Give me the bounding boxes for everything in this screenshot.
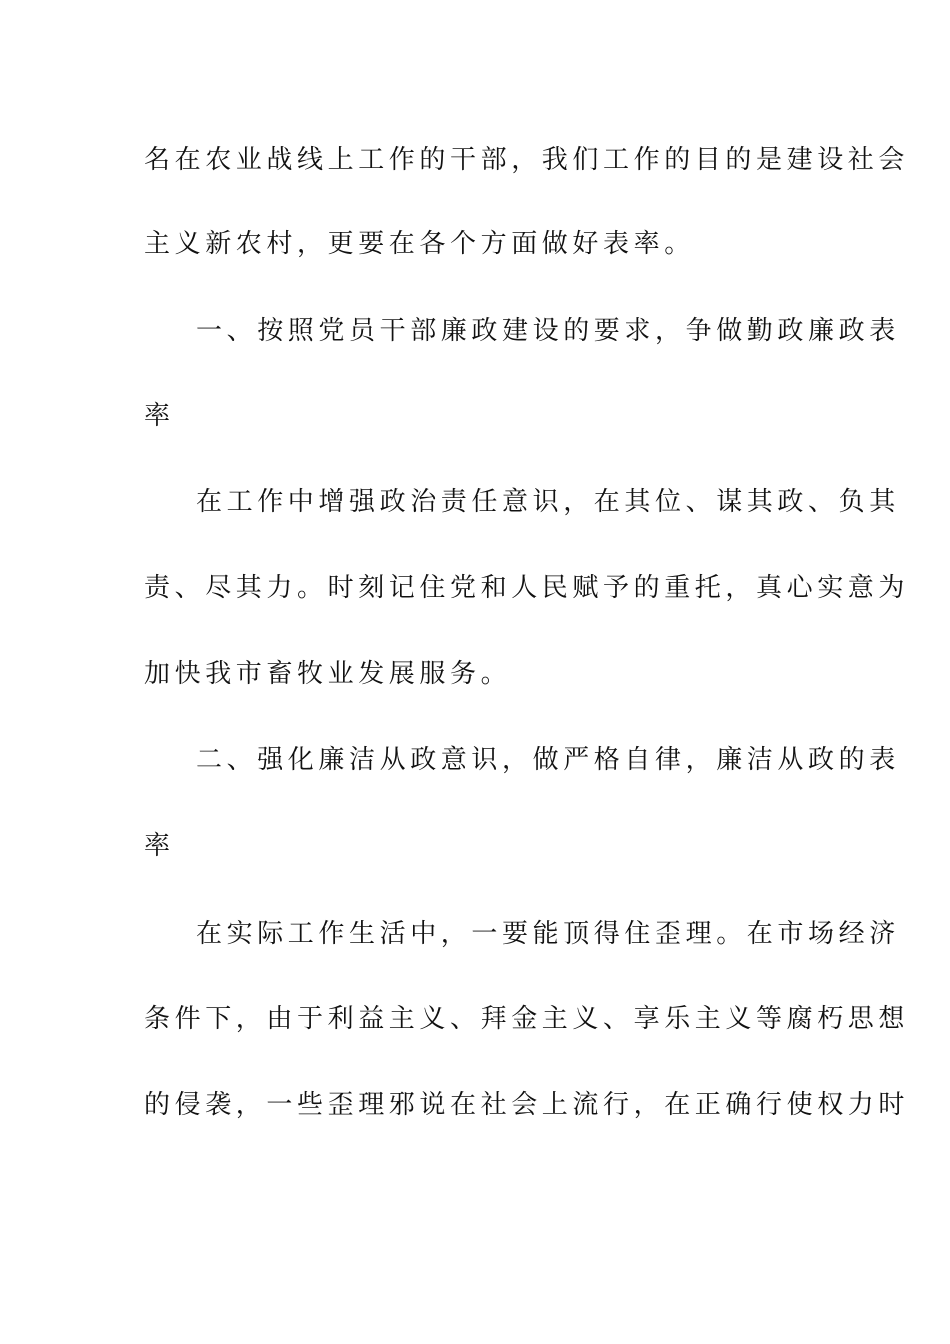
section-heading-2: 二、强化廉洁从政意识，做严格自律，廉洁从政的表 [196, 745, 900, 775]
body-text-line: 条件下，由于利益主义、拜金主义、享乐主义等腐朽思想 [144, 1004, 910, 1034]
body-text-line: 责、尽其力。时刻记住党和人民赋予的重托，真心实意为 [144, 573, 910, 603]
body-text-line: 名在农业战线上工作的干部，我们工作的目的是建设社会 [144, 145, 910, 175]
body-text-line: 的侵袭，一些歪理邪说在社会上流行，在正确行使权力时 [144, 1090, 910, 1120]
body-text-line: 在实际工作生活中，一要能顶得住歪理。在市场经济 [196, 919, 900, 949]
body-text-line: 加快我市畜牧业发展服务。 [144, 659, 512, 689]
body-text-line: 在工作中增强政治责任意识，在其位、谋其政、负其 [196, 487, 900, 517]
section-heading-1: 一、按照党员干部廉政建设的要求，争做勤政廉政表 [196, 316, 900, 346]
section-heading-2-continued: 率 [144, 831, 175, 861]
section-heading-1-continued: 率 [144, 401, 175, 431]
body-text-line: 主义新农村，更要在各个方面做好表率。 [144, 229, 695, 259]
